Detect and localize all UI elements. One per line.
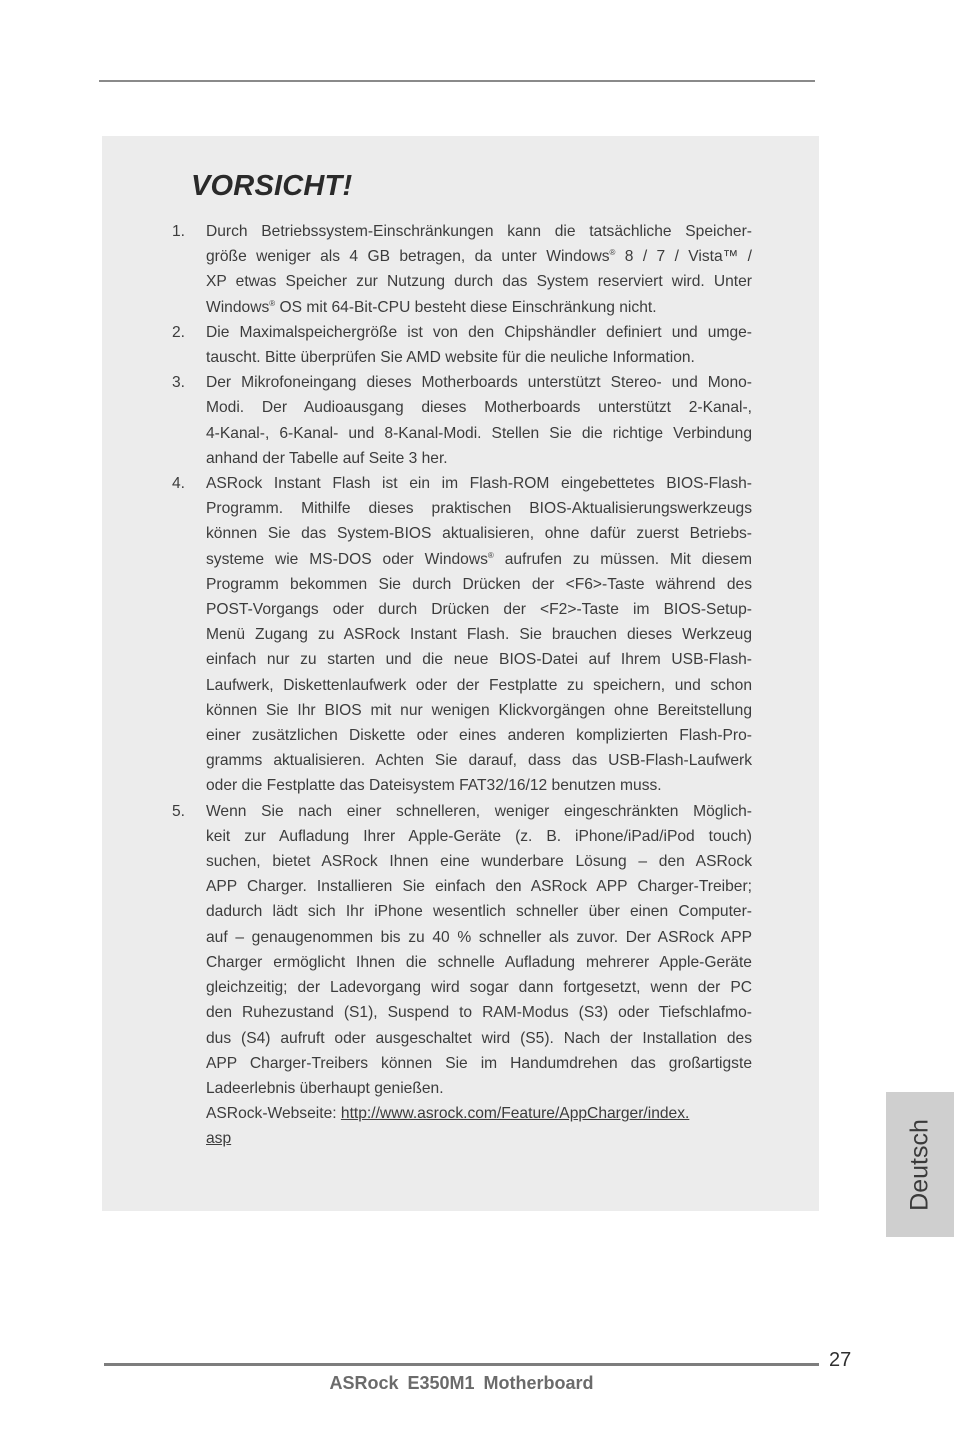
item-line: dus (S4) aufruft oder ausgeschaltet wird (S5). Nach der Installation des: [206, 1029, 752, 1047]
caution-list: [172, 219, 752, 1152]
item-line: Menü Zugang zu ASRock Instant Flash. Sie brauchen dieses Werkzeug: [206, 626, 752, 644]
caution-item: [172, 370, 752, 471]
item-number: 3.: [172, 374, 186, 392]
item-line: Programm. Mithilfe dieses praktischen BIOS-Aktualisierungswerkzeugs: [206, 500, 752, 518]
item-line: [206, 244, 752, 269]
item-line: APP Charger. Installieren Sie einfach den ASRock APP Charger-Treiber;: [206, 878, 752, 896]
item-line: [206, 1101, 752, 1126]
item-line: Programm bekommen Sie durch Drücken der <F6>-Taste während des: [206, 575, 752, 593]
line-text: systeme wie MS-DOS oder Windows: [206, 550, 488, 568]
registered-mark: ®: [609, 248, 616, 258]
line-text: größe weniger als 4 GB betragen, da unter Windows: [206, 248, 610, 266]
caution-item: [172, 799, 752, 1152]
item-line: Die Maximalspeichergröße ist von den Chipshändler definiert und umge-: [206, 323, 752, 341]
item-line: Der Mikrofoneingang dieses Motherboards unterstützt Stereo- und Mono-: [206, 374, 752, 392]
item-line: 4-Kanal-, 6-Kanal- und 8-Kanal-Modi. Stellen Sie die richtige Verbindung: [206, 424, 752, 442]
item-line: [206, 1126, 752, 1151]
item-number: 5.: [172, 802, 186, 820]
registered-mark: ®: [269, 298, 276, 308]
item-line: XP etwas Speicher zur Nutzung durch das System reserviert wird. Unter: [206, 273, 752, 291]
item-line: gramms aktualisieren. Achten Sie darauf, dass das USB-Flash-Laufwerk: [206, 752, 752, 770]
language-tab-label: Deutsch: [905, 1118, 934, 1211]
item-line: oder die Festplatte das Dateisystem FAT32/16/12 benutzen muss.: [206, 777, 662, 795]
item-line: Wenn Sie nach einer schnelleren, weniger eingeschränkten Möglich-: [206, 802, 752, 820]
item-line: Laufwerk, Diskettenlaufwerk oder der Festplatte zu speichern, und schon: [206, 676, 752, 694]
language-tab: [886, 1092, 954, 1237]
item-line: ASRock Instant Flash ist ein im Flash-ROM eingebettetes BIOS-Flash-: [206, 475, 752, 493]
item-line: APP Charger-Treibers können Sie im Handumdrehen das großartigste: [206, 1054, 752, 1072]
line-text: Windows: [206, 298, 270, 316]
item-line: einer zusätzlichen Diskette oder eines anderen komplizierten Flash-Pro-: [206, 727, 752, 745]
item-number: 4.: [172, 475, 186, 493]
caution-item: [172, 320, 752, 370]
footer-title: ASRock E350M1 Motherboard: [329, 1373, 594, 1393]
page-number: 27: [829, 1349, 852, 1371]
line-text: 8 / 7 / Vista™ /: [615, 248, 752, 266]
caution-item: [172, 219, 752, 320]
item-line: anhand der Tabelle auf Seite 3 her.: [206, 449, 448, 467]
top-rule: [99, 80, 815, 82]
item-line: Durch Betriebssystem-Einschränkungen kann die tatsächliche Speicher-: [206, 223, 752, 240]
item-number: 2.: [172, 323, 186, 341]
item-line: den Ruhezustand (S1), Suspend to RAM-Modus (S3) oder Tiefschlafmo-: [206, 1004, 752, 1022]
item-line: dadurch lädt sich Ihr iPhone wesentlich schneller über einen Computer-: [206, 903, 752, 921]
website-link[interactable]: asp: [206, 1130, 232, 1148]
item-line: auf – genaugenommen bis zu 40 % schneller als zuvor. Der ASRock APP: [206, 928, 752, 946]
item-line: können Sie das System-BIOS aktualisieren, ohne dafür zuerst Betriebs-: [206, 525, 752, 543]
caution-item: [172, 471, 752, 799]
item-line: Modi. Der Audioausgang dieses Motherboards unterstützt 2-Kanal-,: [206, 399, 752, 417]
caution-heading: VORSICHT!: [191, 170, 353, 202]
item-line: gleichzeitig; der Ladevorgang wird sogar dann fortgesetzt, wenn der PC: [206, 979, 752, 997]
item-line: tauscht. Bitte überprüfen Sie AMD website für die neuliche Information.: [206, 349, 695, 367]
line-text: aufrufen zu müssen. Mit diesem: [493, 550, 752, 568]
item-line: Ladeerlebnis überhaupt genießen.: [206, 1079, 444, 1097]
item-line: [206, 547, 752, 572]
item-line: [206, 295, 752, 320]
registered-mark: ®: [487, 550, 494, 560]
item-line: keit zur Aufladung Ihrer Apple-Geräte (z. B. iPhone/iPad/iPod touch): [206, 827, 752, 845]
website-link[interactable]: http://www.asrock.com/Feature/AppCharger/index.: [340, 1105, 690, 1123]
item-number: 1.: [172, 223, 186, 240]
item-line: suchen, bietet ASRock Ihnen eine wunderbare Lösung – den ASRock: [206, 853, 752, 871]
item-line: Charger ermöglicht Ihnen die schnelle Aufladung mehrerer Apple-Geräte: [206, 953, 752, 971]
line-text: OS mit 64-Bit-CPU besteht diese Einschränkung nicht.: [275, 298, 657, 316]
item-line: POST-Vorgangs oder durch Drücken der <F2>-Taste im BIOS-Setup-: [206, 601, 752, 619]
line-text: ASRock-Webseite:: [206, 1105, 341, 1123]
item-line: können Sie Ihr BIOS mit nur wenigen Klickvorgängen ohne Bereitstellung: [206, 701, 752, 719]
bottom-rule: [104, 1363, 819, 1366]
item-line: einfach nur zu starten und die neue BIOS-Datei auf Ihrem USB-Flash-: [206, 651, 752, 669]
